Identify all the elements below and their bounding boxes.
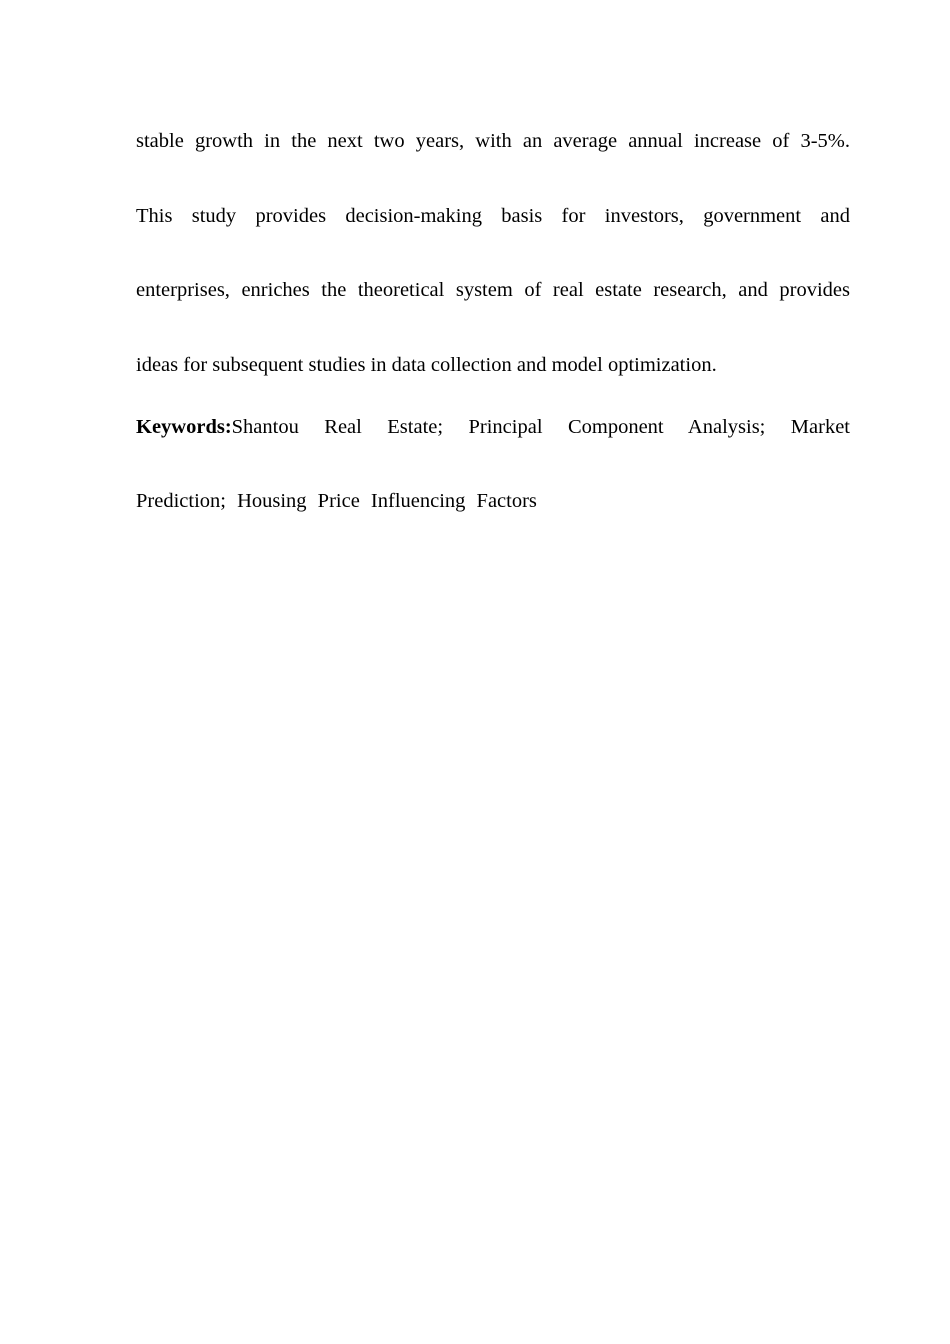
keywords-text: Shantou Real Estate; Principal Component Analysis; Market (231, 415, 850, 438)
keywords-section (136, 409, 850, 558)
keywords-line-2: Prediction; Housing Price Influencing Factors (136, 490, 537, 512)
abstract-text (136, 123, 850, 409)
abstract-line: This study provides decision-making basis for investors, government and (136, 204, 850, 227)
page-body (136, 123, 850, 558)
abstract-line: stable growth in the next two years, with an average annual increase of 3-5%. (136, 130, 850, 152)
abstract-line: ideas for subsequent studies in data collection and model optimization. (136, 353, 717, 376)
abstract-line: enterprises, enriches the theoretical system of real estate research, and provides (136, 279, 850, 301)
keywords-line-1 (136, 409, 850, 484)
keywords-label: Keywords: (136, 415, 232, 438)
